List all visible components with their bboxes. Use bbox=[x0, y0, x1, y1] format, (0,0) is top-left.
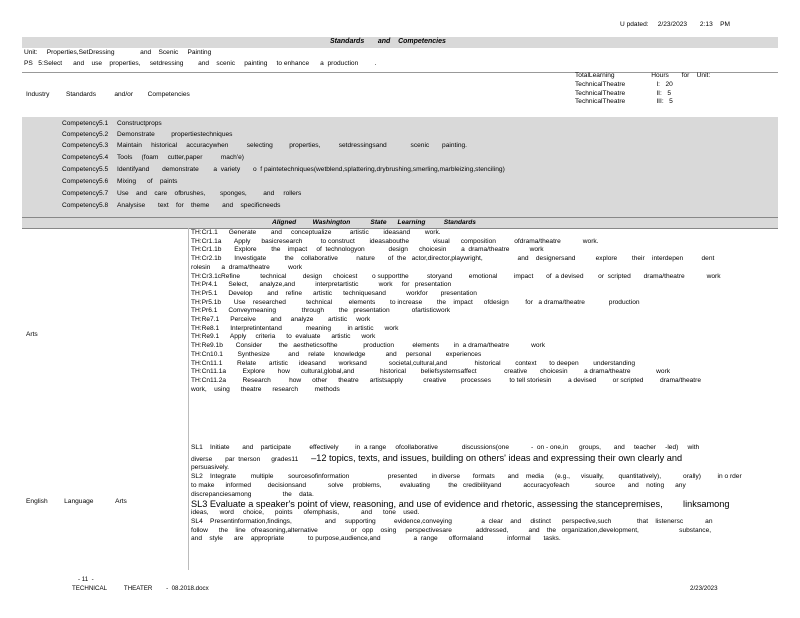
standard-line-continued: –12 topics, texts, and issues, building on others' ideas and expressing their own clearly and bbox=[311, 452, 683, 463]
standard-line: TH:Re9.1b Consider the aestheticsofthe production elements in a drama/theatre work bbox=[191, 342, 546, 350]
competency-id: Competency5.8 bbox=[62, 202, 109, 209]
standard-line: TH:Cr1.1a Apply basicresearch to construct ideasabouthe visual composition ofdrama/theatre work. bbox=[191, 237, 599, 245]
doc-filename: TECHNICAL THEATER - 08.2018.docx bbox=[72, 585, 209, 592]
hours-line: TechnicalTheatre I: 20 bbox=[575, 80, 673, 88]
hours-line: TechnicalTheatre II: 5 bbox=[575, 89, 672, 97]
standard-line: TH:Pr4.1 Select, analyze,and interpretartistic work for presentation bbox=[191, 281, 452, 289]
competency-id: Competency5.2 bbox=[62, 131, 109, 138]
standard-line: TH:Cr2.1b Investigate the collaborative nature of the actor,director,playwright, and designersand explore their interdepen dent bbox=[191, 255, 715, 263]
competency-id: Competency5.1 bbox=[62, 120, 109, 127]
competency-text: Maintain historical accuracywhen selecting properties, setdressingsand scenic painting. bbox=[117, 142, 467, 149]
standard-line: TH:Cn11.1a Explore how cultural,global,and historical beliefsystemsaffect creative choicesin a drama/theatre work bbox=[191, 368, 671, 376]
standard-line: TH:Cr1.1 Generate and conceptualize artistic ideasand work. bbox=[191, 229, 441, 236]
standard-line: to make informed decisionsand solve problems, evaluating the credibilityand accuracyofeach source and noting any bbox=[191, 481, 686, 489]
standard-line: ideas, word choice, points ofemphasis, and tone used. bbox=[191, 509, 420, 517]
standard-line: and style are appropriate to purpose,audience,and a range offormaland informal tasks. bbox=[191, 535, 561, 543]
standard-line: SL4 Presentinformation,findings, and supporting evidence,conveying a clear and distinct perspective,such that listenersc an bbox=[191, 517, 713, 525]
standard-line: TH:Cn10.1 Synthesize and relate knowledge and personal experiences bbox=[191, 350, 482, 358]
page-number: - 11 - bbox=[78, 576, 94, 583]
learning-hours-block bbox=[575, 72, 710, 107]
standard-line: TH:Pr5.1 Develop and refine artistic techniquesand workfor presentation bbox=[191, 289, 477, 297]
competency-text: Analysise text for theme and specificneeds bbox=[117, 202, 281, 209]
aligned-standards-title: Aligned Washington State Learning Standards bbox=[272, 219, 476, 226]
standard-line: TH:Cn11.1 Relate artistic ideasand worksand societal,cultural,and historical context to deepen understanding bbox=[191, 359, 636, 367]
competency-id: Competency5.7 bbox=[62, 190, 109, 197]
standard-line: work, using theatre research methods bbox=[191, 385, 340, 393]
competency-id: Competency5.6 bbox=[62, 178, 109, 185]
standard-line: TH:Cr1.1b Explore the impact of technologyon design choicesin a drama/theatre work bbox=[191, 246, 544, 254]
standard-line: TH:Re9.1 Apply criteria to evaluate artistic work bbox=[191, 333, 376, 341]
standard-line: TH:Cn11.2a Research how other theatre artistsapply creative processes to tell storiesin a devised or scripted drama/theatre bbox=[191, 376, 701, 384]
standard-line: persuasively. bbox=[191, 464, 229, 472]
hours-line: TechnicalTheatre III: 5 bbox=[575, 98, 673, 106]
standard-line-start: diverse par tnerson grades11 bbox=[191, 455, 312, 463]
page-title-bar bbox=[22, 37, 778, 48]
page-title: Standards and Competencies bbox=[330, 38, 446, 45]
standard-line: follow the line ofreasoning,alternative or opp osing perspectivesare addressed, and the organization,development, substance, bbox=[191, 526, 712, 534]
standard-line bbox=[191, 453, 771, 465]
ps-line: PS 5:Select and use properties, setdressing and scenic painting to enhance a production . bbox=[24, 60, 377, 67]
hours-line: TotalLearning Hours for Unit: bbox=[575, 72, 711, 79]
standard-line: TH:Pr6.1 Conveymeaning through the presentation ofartisticwork bbox=[191, 307, 451, 315]
industry-standards-heading: Industry Standards and/or Competencies bbox=[26, 91, 190, 98]
standard-line: SL2 Integrate multiple sourcesofinformation presented in diverse formats and media (e.g., visually, quantitatively), orally) in o rder bbox=[191, 473, 742, 481]
ela-standards-list bbox=[191, 444, 771, 544]
standard-line: rolesin a drama/theatre work bbox=[191, 263, 303, 271]
competency-id: Competency5.5 bbox=[62, 166, 109, 173]
column-divider bbox=[188, 228, 189, 570]
standard-line: TH:Re7.1 Perceive and analyze artistic work bbox=[191, 316, 371, 324]
standard-line: SL1 Initiate and participate effectively in a range ofcollaborative discussions(one - on - one,in groups, and teacher -led) with bbox=[191, 444, 700, 451]
competency-text: Use and care ofbrushes, sponges, and rollers bbox=[117, 190, 302, 197]
ela-label: English Language Arts bbox=[26, 498, 127, 505]
footer-date: 2/23/2023 bbox=[690, 585, 718, 592]
competency-id: Competency5.3 bbox=[62, 142, 109, 149]
unit-line: Unit: Properties,SetDressing and Scenic Painting bbox=[24, 49, 212, 56]
competency-text: Mixing of paints bbox=[117, 178, 178, 185]
competency-id: Competency5.4 bbox=[62, 154, 109, 161]
standard-line: SL3 Evaluate a speaker's point of view, reasoning, and use of evidence and rhetoric, assessing the stancepremises, linksamong bbox=[191, 499, 730, 510]
competency-text: Constructprops bbox=[117, 120, 162, 127]
standard-line: TH:Pr5.1b Use researched technical elements to increase the impact ofdesign for a drama/theatre production bbox=[191, 298, 640, 306]
competency-text: Identifyand demonstrate a variety o f paintetechniques(wetblend,splattering,drybrushing,smerling,marbleizing,stenciling) bbox=[117, 166, 505, 173]
arts-standards-list bbox=[191, 229, 771, 394]
competency-text: Demonstrate propertiestechniques bbox=[117, 131, 233, 138]
updated-timestamp: U pdated: 2/23/2023 2:13 PM bbox=[620, 21, 730, 28]
standard-line: TH:Cr3.1cRefine technical design choicest o supportthe storyand emotional impact of a devised or scripted drama/theatre work bbox=[191, 272, 721, 280]
arts-label: Arts bbox=[26, 331, 38, 338]
competency-list bbox=[22, 117, 778, 217]
standard-line: TH:Re8.1 Interpretintentand meaning in artistic work bbox=[191, 324, 399, 332]
aligned-standards-bar bbox=[22, 217, 778, 229]
standard-line: discrepanciesamong the data. bbox=[191, 490, 314, 498]
competency-text: Tools (foam cutter,paper mach'e) bbox=[117, 154, 244, 161]
